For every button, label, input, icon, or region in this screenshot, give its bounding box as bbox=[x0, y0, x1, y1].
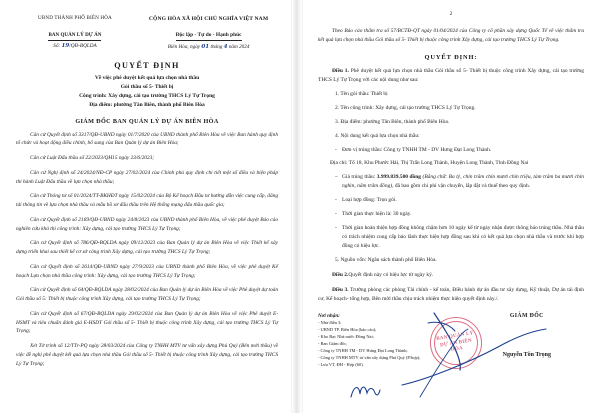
article-2-label: Điều 2. bbox=[332, 272, 349, 279]
place-label: Biên Hòa, ngày bbox=[167, 44, 201, 51]
document-page-2 bbox=[302, 0, 600, 413]
recipient-item: - Công ty TNHH MTV tư vấn xây dựng Phú Quý (P/hợp); bbox=[318, 354, 421, 360]
document-number-value: 19 bbox=[61, 43, 70, 50]
legal-basis-item: Xét Tờ trình số 12/TTr-PQ ngày 28/03/2024 của Công ty TNHH MTV tư vấn xây dựng Phú Quý (Bên mời thầu) về việc đề nghị phê duyệt kết quả lựa chọn nhà thầu Gói thầu số 5- Thiết bị thuộc công trình Xây dựng, cải tạo trường THCS Lý Tự Trọng; bbox=[16, 343, 278, 367]
org-name-line1: UBND THÀNH PHỐ BIÊN HÒA bbox=[38, 15, 112, 21]
legal-basis-item: Căn cứ Quyết định số 64/QĐ-BQLDA ngày 28/02/2024 của Ban Quản lý dự án Biên Hòa về việc Phê duyệt dự toán Gói thầu số 5: Thiết bị thuộc công trình Xây dựng, cải tạo trường THCS Lý Tự Trọng; bbox=[16, 287, 278, 303]
legal-basis-item: Căn cứ Quyết định số 2614/QĐ-UBND ngày 27/9/2023 của UBND thành phố Biên Hòa, về việc phê duyệt Kế hoạch Lựa chọn nhà thầu công trình: Xây dựng, cải tạo trường THCS Lý Tự Trọng; bbox=[16, 263, 278, 279]
recipient-item: - Ban Giám đốc; bbox=[318, 340, 348, 346]
price-tail: , đã bao gồm chi phí vận chuyển, lắp đặt và thuế theo quy định. bbox=[392, 182, 531, 189]
legal-basis-item: Căn cứ Nghị định số 24/2024/NĐ-CP ngày 27/02/2024 của Chính phủ quy định chi tiết một số điều và biện pháp thi hành Luật Đấu thầu về lựa chọn nhà thầu; bbox=[16, 169, 278, 185]
title-block bbox=[16, 61, 278, 109]
signer-name: Nguyễn Tôn Trọng bbox=[502, 352, 551, 359]
article-2 bbox=[318, 271, 584, 280]
country-name: CỘNG HÒA XÃ HỘI CHỦ NGHĨA VIỆT NAM bbox=[148, 16, 269, 22]
document-number bbox=[16, 43, 134, 49]
title-subject-line1: Về việc phê duyệt kết quả lựa chọn nhà thầu bbox=[94, 74, 200, 81]
legal-basis-item: Căn cứ Thông tư số 01/2024/TT-BKHĐT ngày 15/02/2024 của Bộ Kế hoạch Đầu tư hướng dẫn việc cung cấp, đăng tải thông tin về lựa chọn nhà thầu và mẫu hồ sơ đấu thầu trên Hệ thống mạng đấu thầu quốc gia; bbox=[16, 193, 278, 209]
article-1-label: Điều 1. bbox=[332, 67, 349, 74]
issuing-authority: GIÁM ĐỐC BAN QUẢN LÝ DỰ ÁN BIÊN HÒA bbox=[75, 117, 219, 125]
date-month: 4 bbox=[223, 44, 228, 51]
contract-type: - Loại hợp đồng: Trọn gói. bbox=[318, 196, 584, 205]
funding-source: 5. Nguồn vốn: Ngân sách thành phố Biên Hòa. bbox=[335, 257, 437, 264]
initials-ink-mark bbox=[348, 381, 382, 401]
article-3-label: Điều 3. bbox=[332, 287, 349, 294]
recipients-title: Nơi nhận: bbox=[318, 313, 340, 320]
document-number-suffix: /QĐ-BQLDA bbox=[69, 43, 97, 50]
legal-basis-item: Căn cứ Quyết định số 786/QĐ-BQLDA ngày 09/12/2023 của Ban Quản lý dự án Biên Hòa về việc Thiết kế xây dựng triển khai sau thiết kế cơ sở công trình Xây dựng, cải tạo trường THCS Lý Tự Trọng; bbox=[16, 240, 278, 256]
recipient-item: - Như điều 3; bbox=[318, 320, 342, 326]
place-and-date bbox=[139, 44, 278, 50]
price-amount: 3.999.839.500 đồng bbox=[376, 173, 421, 180]
signer-block bbox=[470, 313, 584, 403]
letterhead bbox=[16, 15, 278, 50]
signer-role: GIÁM ĐỐC bbox=[509, 313, 544, 320]
price-label: Giá trúng thầu: bbox=[342, 173, 377, 180]
stamp-text: BAN QUẢN LÝ DỰ ÁN BIÊN HÒA bbox=[435, 330, 474, 354]
recipient-item: - Công ty TNHH TM - DV Hưng Đạt Long Thành; bbox=[318, 347, 408, 353]
signature-area bbox=[318, 313, 584, 403]
national-heading bbox=[139, 15, 278, 50]
org-name-line2: BAN QUẢN LÝ DỰ ÁN bbox=[48, 32, 101, 41]
article-2-text: Quyết định này có hiệu lực từ ngày ký. bbox=[348, 272, 434, 279]
legal-basis-item: Căn cứ Luật Đấu thầu số 22/2023/QH15 ngày 23/6/2023; bbox=[30, 155, 155, 162]
article-3-text: Trưởng phòng các phòng Tài chính - kế toán, Điều hành dự án đầu tư xây dựng, Kỹ thuật, Dự án tái định cư, Kế hoạch- tổng hợp, Bên mời thầu chịu trách nhiệm thực hiện quyết định này./. bbox=[318, 287, 585, 303]
recipient-item: - Kho Bạc Nhà nước Đồng Nai; bbox=[318, 334, 374, 340]
contract-completion-term: - Thời gian hoàn thiện hợp đồng không chậm hơn 10 ngày kể từ ngày nhận được thông báo trúng thầu. Nhà thầu có trách nhiệm cung cấp bảo lãnh thực hiện hợp đồng sau khi có kết quả lựa chọn nhà thầu và trước khi hợp đồng có hiệu lực. bbox=[318, 224, 584, 251]
document-page-1 bbox=[0, 0, 292, 413]
page-number: 2 bbox=[449, 11, 453, 17]
decision-keyword: QUYẾT ĐỊNH: bbox=[424, 53, 478, 61]
title-subject bbox=[16, 74, 278, 110]
title-subject-line3: Công trình: Xây dựng, cải tạo trường THCS Lý Tự Trọng bbox=[79, 92, 215, 99]
date-day: 01 bbox=[201, 44, 210, 51]
winning-contractor-address: Địa chỉ: Tổ 18, Khu Phước Hải, Thị Trấn Long Thành, Huyện Long Thành, Tỉnh Đồng Nai bbox=[330, 159, 529, 166]
implementation-duration: - Thời gian thực hiện là: 30 ngày. bbox=[318, 210, 584, 219]
article-1-text: Phê duyệt kết quả lựa chọn nhà thầu Gói thầu số 5- Thiết bị thuộc công trình Xây dựng, cải tạo trường THCS Lý Tự Trọng với các nội dung như sau: bbox=[318, 67, 584, 83]
title-subject-line4: Địa điểm: phường Tân Biên, thành phố Biên Hòa bbox=[89, 101, 205, 108]
recipient-item: - Lưu VT, ĐH - Hợp (60). bbox=[318, 361, 364, 367]
issuing-organization bbox=[16, 15, 134, 49]
article-1 bbox=[318, 67, 584, 85]
document-number-prefix: Số: bbox=[53, 43, 61, 50]
document-type-title: QUYẾT ĐỊNH bbox=[114, 61, 180, 71]
recipients-block bbox=[318, 313, 470, 403]
legal-basis-list bbox=[16, 131, 278, 369]
legal-basis-item: Căn cứ Quyết định số 2169/QĐ-UBND ngày 24/8/2023 của UBND thành phố Biên Hòa, về việc phê duyệt Báo cáo nghiên cứu khả thi công trình: Xây dựng, cải tạo trường THCS Lý Tự Trọng; bbox=[16, 216, 278, 232]
winning-contractor: - Đơn vị trúng thầu: Công ty TNHH TM - DV Hưng Đạt Long Thành. bbox=[318, 146, 584, 155]
result-item-project-name: 2. Tên công trình: Xây dựng, cải tạo trường THCS Lý Tự Trọng. bbox=[335, 104, 476, 111]
title-subject-line2: Gói thầu số 5- Thiết bị bbox=[120, 83, 174, 90]
result-item-location: 3. Địa điểm: phường Tân Biên, thành phố Biên Hòa. bbox=[335, 118, 450, 125]
month-label: tháng bbox=[210, 44, 223, 51]
legal-basis-item: Căn cứ Quyết định số 67/QĐ-BQLDA ngày 29/02/2024 của Ban Quản lý dự án Biên Hòa về việc Phê duyệt E-HSMT và tiêu chuẩn đánh giá E-HSDT Gói thầu số 5- Thiết bị thuộc công trình Xây dựng, cải tạo trường THCS Lý Tự Trọng; bbox=[16, 310, 278, 335]
result-item-content-heading: 4. Nội dung kết quả lựa chọn nhà thầu: bbox=[335, 132, 420, 139]
recipient-item: - UBND TP. Biên Hòa (báo cáo); bbox=[318, 327, 377, 333]
national-motto: Độc lập - Tự do - Hạnh phúc bbox=[176, 31, 242, 41]
inspection-report-paragraph: Theo Báo cáo thẩm tra số 57/BCTĐ-QT ngày 01/04/2024 của Công ty cổ phần xây dựng Quốc Tế về việc thẩm tra kết quả lựa chọn nhà thầu Gói thầu số 5- Thiết bị thuộc công trình Xây dựng, cải tạo trường THCS Lý Tự Trọng. bbox=[318, 28, 584, 43]
article-3 bbox=[318, 286, 584, 304]
result-item-package-name: 1. Tên gói thầu: Thiết bị bbox=[335, 90, 388, 97]
winning-bid-price bbox=[318, 173, 584, 191]
date-year: năm 2024 bbox=[228, 44, 250, 51]
page-seam bbox=[292, 0, 302, 413]
legal-basis-item: Căn cứ Quyết định số 3317/QĐ-UBND ngày 01/7/2020 của UBND thành phố Biên Hòa về việc Ban hành quy định tổ chức và hoạt động điều chỉnh, bổ sung của Ban Quản lý dự án Biên Hòa; bbox=[16, 131, 278, 147]
price-in-words: (Bằng chữ: Ba tỷ, chín trăm chín mươi chín triệu, tám trăm ba mươi chín nghìn, năm trăm đồng) bbox=[342, 173, 584, 189]
